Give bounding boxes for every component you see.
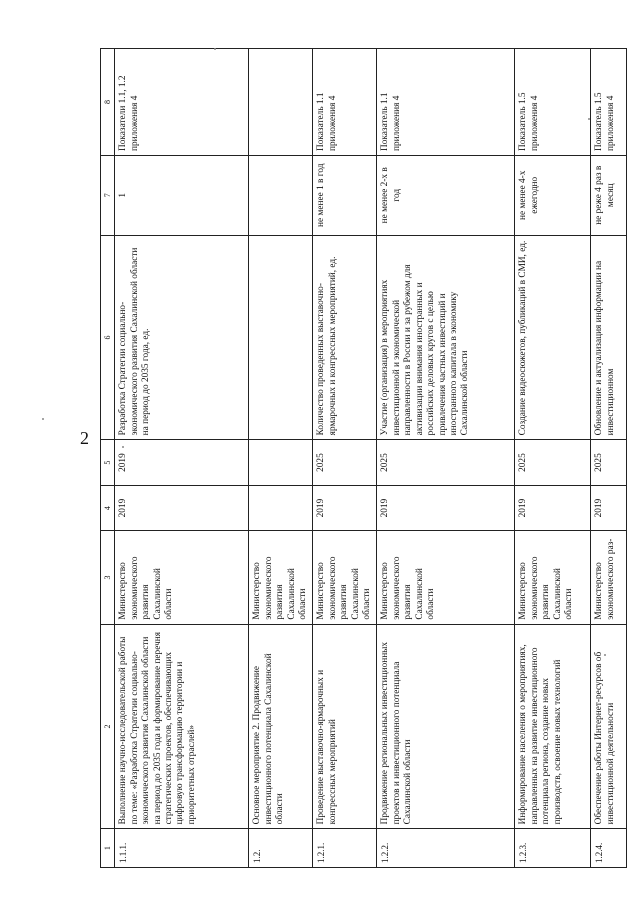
scan-speck <box>588 118 590 120</box>
result: Разработка Стратегии социально-экономического развития Сахалинской области на период до 2035 года, ед. <box>115 235 249 440</box>
executor: Министерство экономического раз- <box>591 531 627 624</box>
col-header: 2 <box>101 624 115 829</box>
col-header: 6 <box>101 235 115 440</box>
event-name: Проведение выставочно-ярмарочных и конгрессных мероприятий <box>313 624 377 829</box>
col-header: 7 <box>101 155 115 235</box>
value: не менее 1 в год <box>313 155 377 235</box>
program-table <box>100 48 620 868</box>
col-header: 8 <box>101 49 115 156</box>
header-row <box>101 49 115 868</box>
page-number: 2 <box>80 428 89 448</box>
executor: Министерство экономического развития Сахалинской области <box>115 531 249 624</box>
start-year: 2019 <box>313 485 377 531</box>
end-year: 2025 <box>313 440 377 486</box>
col-header: 4 <box>101 485 115 531</box>
indicator: Показатель 1.5 приложения 4 <box>515 49 591 156</box>
scan-speck <box>604 654 606 656</box>
result: Создание видеосюжетов, публикаций в СМИ, ед. <box>515 235 591 440</box>
executor: Министерство экономического развития Сахалинской области <box>515 531 591 624</box>
end-year: 2025 <box>377 440 515 486</box>
value: не менее 4-х ежегодно <box>515 155 591 235</box>
end-year: 2019 <box>115 440 249 486</box>
scan-speck <box>42 418 44 420</box>
table-row <box>115 49 249 868</box>
table-row <box>515 49 591 868</box>
event-name: Информирование населения о мероприятиях, направленных на развитие инвестиционного потенциала региона, создание новых производств, освоение новых технологий <box>515 624 591 829</box>
row-number: 1.2.1. <box>313 829 377 868</box>
row-number: 1.1.1. <box>115 829 249 868</box>
start-year: 2019 <box>515 485 591 531</box>
indicator: Показатель 1.5 приложения 4 <box>591 49 627 156</box>
result: Количество проведенных выставочно-ярмарочных и конгрессных мероприятий, ед. <box>313 235 377 440</box>
executor: Министерство экономического развития Сахалинской области <box>313 531 377 624</box>
end-year <box>249 440 313 486</box>
table-row <box>249 49 313 868</box>
start-year: 2019 <box>115 485 249 531</box>
result: Участие (организация) в мероприятиях инвестиционной и экономической направленности в России и за рубежом для активизации внимания иностранных и российских деловых кругов с целью привлечения частных инвестиций и иностранного капитала в экономику Сахалинской области <box>377 235 515 440</box>
col-header: 1 <box>101 829 115 868</box>
value: не реже 4 раз в месяц <box>591 155 627 235</box>
event-name: Обеспечение работы Интернет-ресурсов об инвестиционной деятельности <box>591 624 627 829</box>
row-number: 1.2.2. <box>377 829 515 868</box>
table-row <box>313 49 377 868</box>
col-header: 5 <box>101 440 115 486</box>
indicator: Показатель 1.1 приложения 4 <box>313 49 377 156</box>
end-year: 2025 <box>591 440 627 486</box>
end-year: 2025 <box>515 440 591 486</box>
table-row <box>377 49 515 868</box>
start-year: 2019 <box>377 485 515 531</box>
result: Обновление и актуализация информации на инвестиционном <box>591 235 627 440</box>
value <box>249 155 313 235</box>
indicator: Показатель 1.1 приложения 4 <box>377 49 515 156</box>
row-number: 1.2. <box>249 829 313 868</box>
table-row <box>591 49 627 868</box>
event-name: Продвижение региональных инвестиционных проектов и инвестиционного потенциала Сахалинской области <box>377 624 515 829</box>
scan-speck <box>214 48 216 50</box>
indicator <box>249 49 313 156</box>
start-year <box>249 485 313 531</box>
executor: Министерство экономического развития Сахалинской области <box>249 531 313 624</box>
event-name: Выполнение научно-исследовательской работы по теме: «Разработка Стратегии социально-экономического развития Сахалинской области на период до 2035 года и формирование перечня стратегических проектов, обеспечивающих цифровую трансформацию территории и приоритетных отраслей» <box>115 624 249 829</box>
event-name: Основное мероприятие 2. Продвижение инвестиционного потенциала Сахалинской области <box>249 624 313 829</box>
value: 1 <box>115 155 249 235</box>
row-number: 1.2.4. <box>591 829 627 868</box>
start-year: 2019 <box>591 485 627 531</box>
col-header: 3 <box>101 531 115 624</box>
executor: Министерство экономического развития Сахалинской области <box>377 531 515 624</box>
value: не менее 2-х в год <box>377 155 515 235</box>
scan-speck <box>122 446 124 448</box>
result <box>249 235 313 440</box>
indicator: Показатели 1.1, 1.2 приложения 4 <box>115 49 249 156</box>
row-number: 1.2.3. <box>515 829 591 868</box>
